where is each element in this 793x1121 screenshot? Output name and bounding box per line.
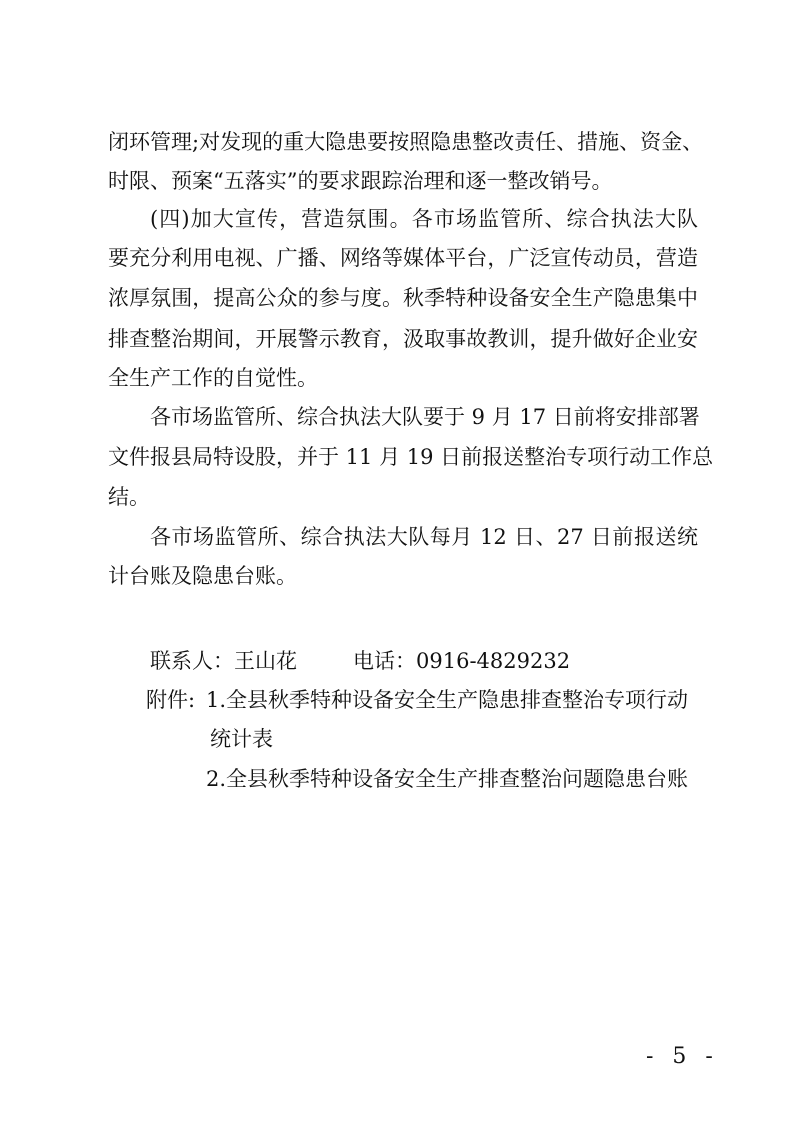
attachment-1-line-2: 统计表 xyxy=(210,727,273,751)
attachment-2: 2.全县秋季特种设备安全生产排查整治问题隐患台账 xyxy=(206,767,689,791)
paragraph-3-line-1: 各市场监管所、综合执法大队要于 9 月 17 日前将安排部署 xyxy=(150,405,700,429)
contact-person: 联系人：王山花 xyxy=(150,649,297,673)
paragraph-1-line-2: 时限、预案“五落实”的要求跟踪治理和逐一整改销号。 xyxy=(108,169,613,193)
attachment-1-line-1: 1.全县秋季特种设备安全生产隐患排查整治专项行动 xyxy=(206,688,689,712)
paragraph-3-line-2: 文件报县局特设股，并于 11 月 19 日前报送整治专项行动工作总 xyxy=(108,445,714,469)
paragraph-3-line-3: 结。 xyxy=(108,485,150,509)
paragraph-4-line-2: 计台账及隐患台账。 xyxy=(108,564,297,588)
paragraph-2-line-4: 排查整治期间，开展警示教育，汲取事故教训，提升做好企业安 xyxy=(108,327,698,351)
contact-phone: 电话：0916-4829232 xyxy=(353,649,571,673)
paragraph-2-line-5: 全生产工作的自觉性。 xyxy=(108,366,318,390)
contact-line xyxy=(150,646,570,676)
paragraph-2-line-3: 浓厚氛围，提高公众的参与度。秋季特种设备安全生产隐患集中 xyxy=(108,286,698,310)
attachments-label: 附件: xyxy=(146,688,196,712)
paragraph-2-line-2: 要充分利用电视、广播、网络等媒体平台，广泛宣传动员，营造 xyxy=(108,246,698,270)
paragraph-2-line-1: (四)加大宣传，营造氛围。各市场监管所、综合执法大队 xyxy=(150,207,698,231)
paragraph-4-line-1: 各市场监管所、综合执法大队每月 12 日、27 日前报送统 xyxy=(150,525,698,549)
paragraph-1-line-1: 闭环管理;对发现的重大隐患要按照隐患整改责任、措施、资金、 xyxy=(108,130,704,154)
page-number: - 5 - xyxy=(646,1044,719,1069)
